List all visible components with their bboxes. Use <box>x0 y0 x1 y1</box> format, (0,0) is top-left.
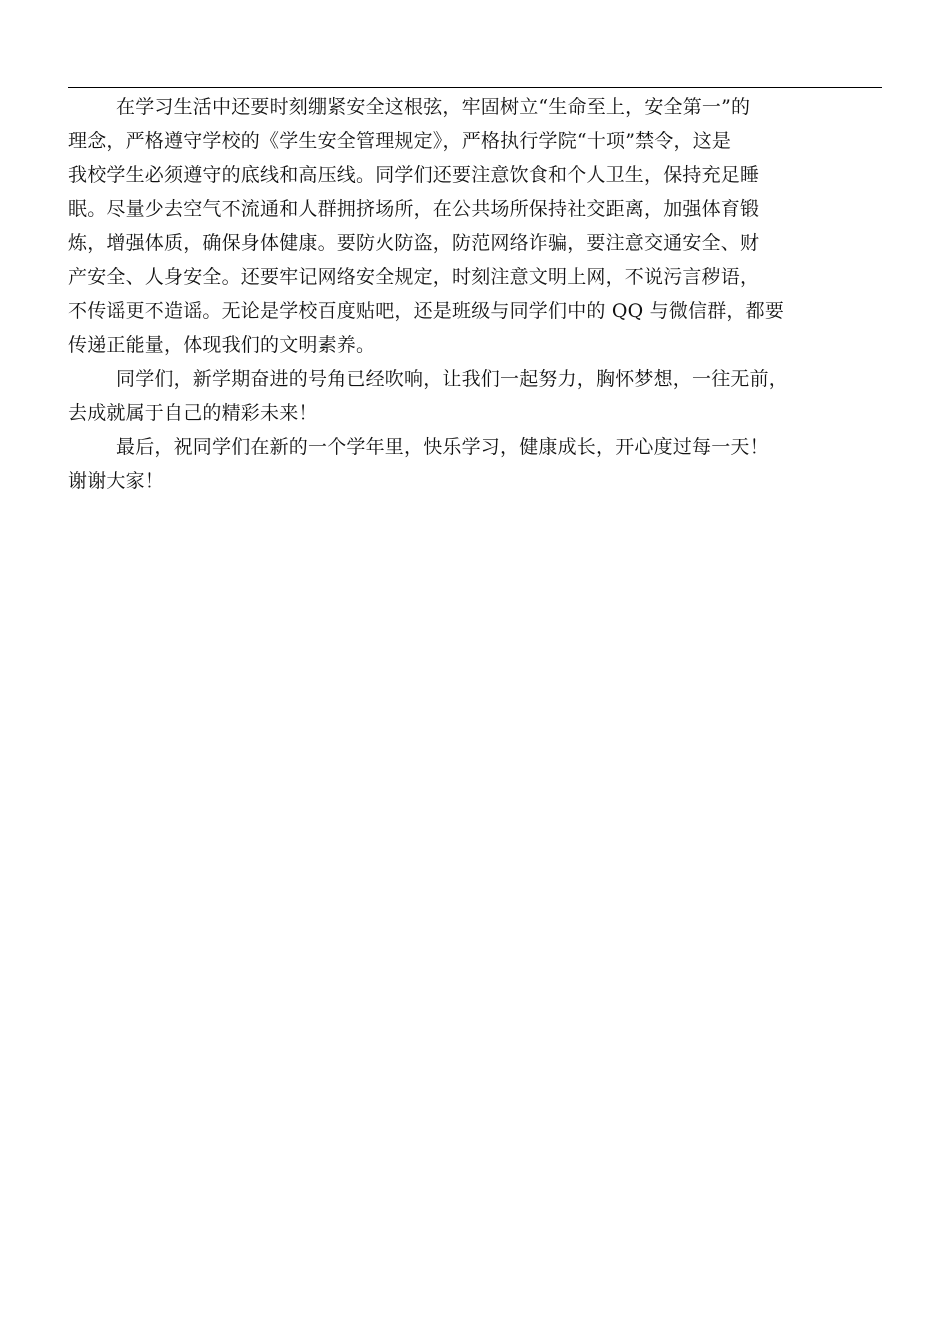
paragraph-closing <box>68 430 898 498</box>
paragraph-safety <box>68 90 898 362</box>
header-rule <box>68 87 882 88</box>
document-body <box>68 90 898 498</box>
text-line: 谢谢大家！ <box>68 470 165 492</box>
text-line: 我校学生必须遵守的底线和高压线。同学们还要注意饮食和个人卫生，保持充足睡 <box>68 164 760 186</box>
text-line: 最后，祝同学们在新的一个学年里，快乐学习，健康成长，开心度过每一天！ <box>116 436 769 458</box>
paragraph-encouragement <box>68 362 898 430</box>
text-line: 眠。尽量少去空气不流通和人群拥挤场所，在公共场所保持社交距离，加强体育锻 <box>68 198 760 220</box>
text-line: 不传谣更不造谣。无论是学校百度贴吧，还是班级与同学们中的 QQ 与微信群，都要 <box>68 300 785 322</box>
text-line: 炼，增强体质，确保身体健康。要防火防盗，防范网络诈骗，要注意交通安全、财 <box>68 232 760 254</box>
text-line: 理念，严格遵守学校的《学生安全管理规定》，严格执行学院“十项”禁令，这是 <box>68 130 732 152</box>
text-line: 去成就属于自己的精彩未来！ <box>68 402 318 424</box>
text-line: 在学习生活中还要时刻绷紧安全这根弦，牢固树立“生命至上，安全第一”的 <box>116 96 751 118</box>
text-line: 传递正能量，体现我们的文明素养。 <box>68 334 376 356</box>
text-line: 产安全、人身安全。还要牢记网络安全规定，时刻注意文明上网，不说污言秽语， <box>68 266 760 288</box>
text-line: 同学们，新学期奋进的号角已经吹响，让我们一起努力，胸怀梦想，一往无前， <box>116 368 789 390</box>
